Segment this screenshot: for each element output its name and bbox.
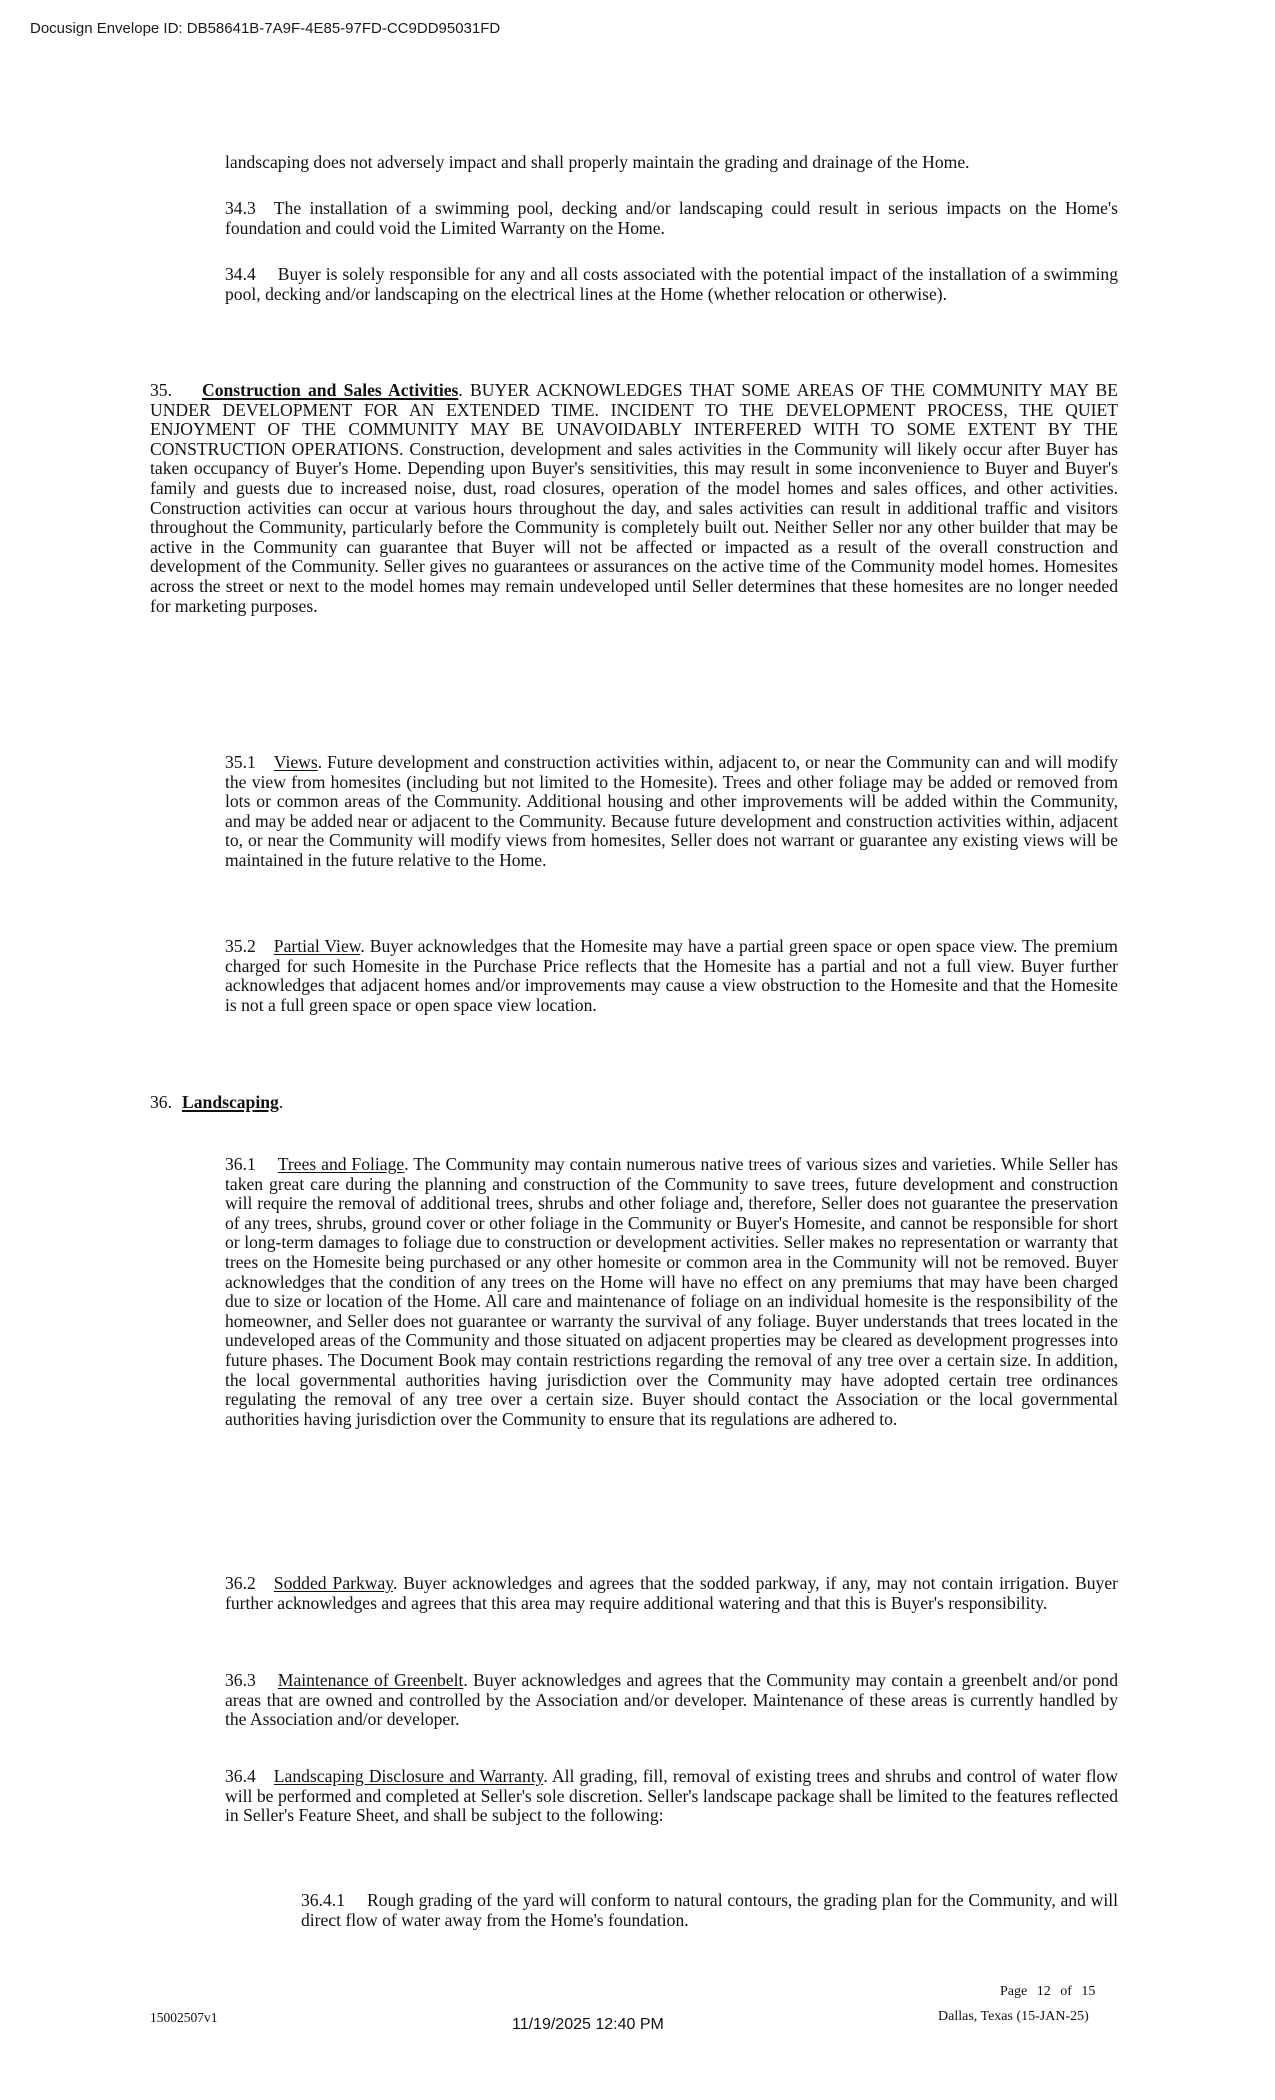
paragraph-text: . BUYER ACKNOWLEDGES THAT SOME AREAS OF THE COMMUNITY MAY BE UNDER DEVELOPMENT FOR AN EXTENDED TIME. INCIDENT TO THE DEVELOPMENT PROCESS, THE QUIET ENJOYMENT OF THE COMMUNITY MAY BE UNAVOIDABLY INTERFERED WITH TO SOME EXTENT BY THE CONSTRUCTION OPERATIONS. Construction, development and sales activities in the Community will likely occur after Buyer has taken occupancy of Buyer's Home. Depending upon Buyer's sensitivities, this may result in some inconvenience to Buyer and Buyer's family and guests due to increased noise, dust, road closures, operation of the model homes and sales offices, and other activities. Construction activities can occur at various hours throughout the day, and sales activities can result in additional traffic and visitors throughout the Community, particularly before the Community is completely built out. Neither Seller nor any other builder that may be active in the Community can guarantee that Buyer will not be affected or impacted as a result of the overall construction and development of the Community. Seller gives no guarantees or assurances on the active time of the Community model homes. Homesites across the street or next to the model homes may remain undeveloped until Seller determines that these homesites are no longer needed for marketing purposes. bbox=[150, 380, 1119, 616]
paragraph-text: . Future development and construction activities within, adjacent to, or near the Community can and will modify the view from homesites (including but not limited to the Homesite). Trees and other foliage may be added or removed from lots or common areas of the Community. Additional housing and other improvements will be added within the Community, and may be added near or adjacent to the Community. Because future development and construction activities within, adjacent to, or near the Community will modify views from homesites, Seller does not warrant or guarantee any existing views will be maintained in the future relative to the Home. bbox=[225, 752, 1118, 870]
section-number: 34.3 bbox=[225, 198, 256, 218]
paragraph-text: . Buyer acknowledges and agrees that the sodded parkway, if any, may not contain irrigation. Buyer further acknowledges and agrees that this area may require additional watering and that this is Buyer's responsibility. bbox=[225, 1573, 1118, 1613]
paragraph-34-3 bbox=[225, 199, 1118, 238]
paragraph-text: . Buyer acknowledges and agrees that the Community may contain a greenbelt and/or pond areas that are owned and controlled by the Association and/or developer. Maintenance of these areas is currently handled by the Association and/or developer. bbox=[225, 1670, 1118, 1730]
paragraph-text: Rough grading of the yard will conform to natural contours, the grading plan for the Community, and will direct flow of water away from the Home's foundation. bbox=[301, 1890, 1118, 1930]
section-number: 35. bbox=[150, 380, 172, 400]
section-title: Landscaping bbox=[182, 1092, 279, 1112]
page-of: of bbox=[1060, 1984, 1072, 1999]
section-number: 36. bbox=[150, 1092, 172, 1112]
paragraph-text: . The Community may contain numerous native trees of various sizes and varieties. While Seller has taken great care during the planning and construction of the Community to save trees, future development and construction will require the removal of additional trees, shrubs and other foliage and, therefore, Seller does not guarantee the preservation of any trees, shrubs, ground cover or other foliage in the Community or Buyer's Homesite, and cannot be responsible for short or long-term damages to foliage due to construction or development activities. Seller makes no representation or warranty that trees on the Homesite being purchased or any other homesite or common area in the Community will not be removed. Buyer acknowledges that the condition of any trees on the Home will have no effect on any premiums that may have been charged due to size or location of the Home. All care and maintenance of foliage on an individual homesite is the responsibility of the homeowner, and Seller does not guarantee or warranty the survival of any foliage. Buyer understands that trees located in the undeveloped areas of the Community and those situated on adjacent properties may be cleared as development progresses into future phases. The Document Book may contain restrictions regarding the removal of any tree over a certain size. In addition, the local governmental authorities having jurisdiction over the Community may have adopted certain tree ordinances regulating the removal of any tree over a certain size. Buyer should contact the Association or the local governmental authorities having jurisdiction over the Community to ensure that its regulations are adhered to. bbox=[225, 1154, 1118, 1429]
section-title: Views bbox=[273, 752, 318, 772]
section-number: 35.2 bbox=[225, 936, 256, 956]
paragraph-36-4 bbox=[225, 1767, 1118, 1826]
paragraph-35-2 bbox=[225, 937, 1118, 1015]
paragraph-text: The installation of a swimming pool, decking and/or landscaping could result in serious impacts on the Home's foundation and could void the Limited Warranty on the Home. bbox=[225, 198, 1118, 238]
section-number: 34.4 bbox=[225, 264, 256, 284]
section-number: 36.1 bbox=[225, 1154, 256, 1174]
paragraph-36-3 bbox=[225, 1671, 1118, 1730]
docusign-envelope-id: Docusign Envelope ID: DB58641B-7A9F-4E85-97FD-CC9DD95031FD bbox=[30, 20, 501, 37]
document-code: 15002507v1 bbox=[150, 2010, 218, 2025]
section-number: 36.4 bbox=[225, 1766, 256, 1786]
section-title: Maintenance of Greenbelt bbox=[277, 1670, 464, 1690]
page-current: 12 bbox=[1036, 1984, 1051, 1999]
page-indicator bbox=[1000, 1984, 1095, 2000]
section-number: 36.2 bbox=[225, 1573, 256, 1593]
section-title: Sodded Parkway bbox=[273, 1573, 393, 1593]
paragraph-36-2 bbox=[225, 1574, 1118, 1613]
section-number: 35.1 bbox=[225, 752, 256, 772]
paragraph-36-1 bbox=[225, 1155, 1118, 1429]
page-total: 15 bbox=[1081, 1984, 1096, 1999]
paragraph-34-4 bbox=[225, 265, 1118, 304]
section-number: 36.3 bbox=[225, 1670, 256, 1690]
paragraph-35-1 bbox=[225, 753, 1118, 871]
paragraph-text: . bbox=[278, 1092, 284, 1112]
paragraph-text: . Buyer acknowledges that the Homesite may have a partial green space or open space view. The premium charged for such Homesite in the Purchase Price reflects that the Homesite has a partial and not a full view. Buyer further acknowledges that adjacent homes and/or improvements may cause a view obstruction to the Homesite and that the Homesite is not a full green space or open space view location. bbox=[225, 936, 1118, 1015]
paragraph-text: Buyer is solely responsible for any and all costs associated with the potential impact of the installation of a swimming pool, decking and/or landscaping on the electrical lines at the Home (whether relocation or otherwise). bbox=[225, 264, 1118, 304]
document-location: Dallas, Texas (15-JAN-25) bbox=[938, 2009, 1089, 2024]
paragraph-text: landscaping does not adversely impact and shall properly maintain the grading and drainage of the Home. bbox=[225, 152, 970, 172]
section-36 bbox=[150, 1093, 1118, 1113]
section-title: Landscaping Disclosure and Warranty bbox=[273, 1766, 544, 1786]
page-label: Page bbox=[1000, 1984, 1028, 1999]
paragraph-34-2-continuation bbox=[225, 153, 1118, 173]
signature-timestamp: 11/19/2025 12:40 PM bbox=[512, 2016, 664, 2033]
section-35 bbox=[150, 381, 1118, 616]
section-title: Construction and Sales Activities bbox=[202, 380, 459, 400]
paragraph-text: . All grading, fill, removal of existing trees and shrubs and control of water flow will be performed and completed at Seller's sole discretion. Seller's landscape package shall be limited to the features reflected in Seller's Feature Sheet, and shall be subject to the following: bbox=[225, 1766, 1118, 1826]
section-number: 36.4.1 bbox=[301, 1890, 345, 1910]
section-title: Trees and Foliage bbox=[277, 1154, 405, 1174]
section-title: Partial View bbox=[273, 936, 361, 956]
paragraph-36-4-1 bbox=[301, 1891, 1118, 1930]
